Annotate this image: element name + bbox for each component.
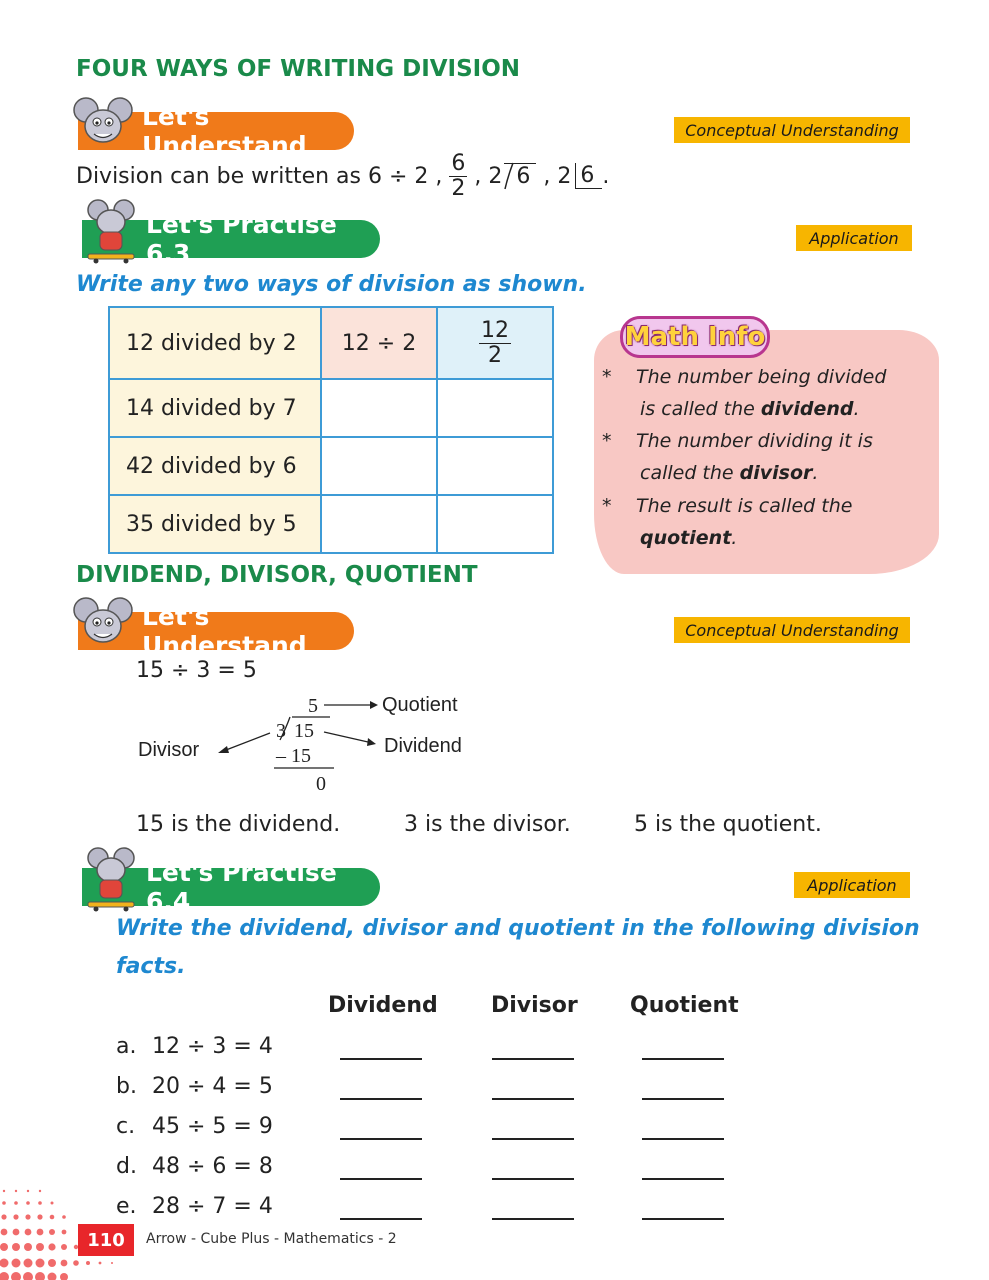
banner-label: Let's Understand: [142, 602, 307, 660]
answer-blank-dividend[interactable]: [340, 1218, 422, 1220]
fraction-denominator: 2: [451, 175, 466, 201]
practise-6-3-instruction: Write any two ways of division as shown.: [76, 272, 587, 297]
short-division-divisor: 2: [557, 163, 572, 189]
column-header-dividend: Dividend: [328, 993, 438, 1018]
math-info-line: The result is called the: [636, 495, 853, 517]
mouse-mascot-icon: [72, 594, 134, 650]
table-cell-label: 42 divided by 6: [109, 437, 321, 495]
math-info-line: called the divisor.: [640, 462, 819, 484]
fact-equation: 48 ÷ 6 = 8: [152, 1154, 273, 1179]
mouse-skateboard-icon: [80, 198, 142, 264]
divisor-digit: 3: [276, 720, 286, 742]
fraction-six-over-two: [449, 152, 467, 199]
mouse-skateboard-icon: [80, 846, 142, 912]
column-header-quotient: Quotient: [630, 993, 739, 1018]
fact-letter: a.: [116, 1034, 137, 1059]
answer-blank-dividend[interactable]: [340, 1058, 422, 1060]
column-header-divisor: Divisor: [491, 993, 578, 1018]
practise-6-4-instruction-line1: Write the dividend, divisor and quotient in the following division: [116, 916, 920, 941]
dividend-digit: 15: [294, 720, 314, 742]
fact-divisor: 3 is the divisor.: [404, 812, 571, 837]
long-division-bracket: [504, 163, 536, 189]
remainder-digit: 0: [316, 773, 326, 795]
fraction-denominator: 2: [488, 342, 502, 368]
answer-blank-quotient[interactable]: [642, 1178, 724, 1180]
math-info-bullet: *: [602, 495, 612, 517]
math-info-term: dividend: [760, 398, 854, 420]
four-ways-intro: Division can be written as 6 ÷ 2 ,: [76, 163, 443, 189]
application-tag: Application: [796, 225, 912, 251]
separator: ,: [474, 163, 482, 189]
math-info-line: The number being divided: [636, 366, 887, 388]
math-info-line: is called the dividend.: [640, 398, 860, 420]
divisor-label: Divisor: [138, 739, 200, 761]
mouse-mascot-icon: [72, 94, 134, 150]
fact-equation: 20 ÷ 4 = 5: [152, 1074, 273, 1099]
math-info-bullet: *: [602, 366, 612, 388]
banner-label: Let's Practise 6.4: [146, 858, 337, 916]
conceptual-understanding-tag: Conceptual Understanding: [674, 117, 910, 143]
table-cell-answer[interactable]: [321, 495, 437, 553]
fact-equation: 45 ÷ 5 = 9: [152, 1114, 273, 1139]
table-cell-answer[interactable]: [437, 437, 553, 495]
section-title-dividend: DIVIDEND, DIVISOR, QUOTIENT: [76, 562, 478, 588]
table-row: [109, 495, 553, 553]
short-division-box: [575, 163, 602, 189]
fact-letter: d.: [116, 1154, 137, 1179]
table-row: [109, 379, 553, 437]
math-info-title: Math Info: [620, 316, 770, 358]
division-bracket-icon: [504, 162, 514, 190]
math-info-bullet: *: [602, 430, 612, 452]
banner-label: Let's Understand: [142, 102, 307, 160]
answer-blank-quotient[interactable]: [642, 1138, 724, 1140]
table-cell-label: 12 divided by 2: [109, 307, 321, 379]
table-row: [109, 437, 553, 495]
dividend-label: Dividend: [384, 735, 462, 757]
table-cell-label: 14 divided by 7: [109, 379, 321, 437]
answer-blank-divisor[interactable]: [492, 1178, 574, 1180]
table-cell-answer[interactable]: [321, 437, 437, 495]
answer-blank-dividend[interactable]: [340, 1138, 422, 1140]
answer-blank-divisor[interactable]: [492, 1218, 574, 1220]
short-division-dividend: 6: [580, 163, 595, 188]
math-info-term: quotient: [640, 527, 732, 549]
table-cell-way1: 12 ÷ 2: [321, 307, 437, 379]
fact-equation: 12 ÷ 3 = 4: [152, 1034, 273, 1059]
fact-letter: b.: [116, 1074, 137, 1099]
answer-blank-quotient[interactable]: [642, 1058, 724, 1060]
math-info-term: divisor: [739, 462, 813, 484]
table-cell-answer[interactable]: [321, 379, 437, 437]
answer-blank-divisor[interactable]: [492, 1098, 574, 1100]
division-equation: 15 ÷ 3 = 5: [136, 658, 257, 683]
math-info-line: The number dividing it is: [636, 430, 873, 452]
application-tag: Application: [794, 872, 910, 898]
practise-6-4-instruction-line2: facts.: [116, 954, 186, 979]
table-cell-label: 35 divided by 5: [109, 495, 321, 553]
table-cell-answer[interactable]: [437, 379, 553, 437]
banner-label: Let's Practise 6.3: [146, 210, 337, 268]
subtraction-line: – 15: [276, 745, 311, 767]
separator: ,: [543, 163, 551, 189]
four-ways-line: [76, 150, 609, 202]
fact-dividend: 15 is the dividend.: [136, 812, 341, 837]
fact-equation: 28 ÷ 7 = 4: [152, 1194, 273, 1219]
long-division-diagram: [130, 686, 500, 798]
section-title-four-ways: FOUR WAYS OF WRITING DIVISION: [76, 56, 521, 82]
table-cell-fraction: [437, 307, 553, 379]
fact-letter: e.: [116, 1194, 137, 1219]
long-division-dividend: 6: [516, 164, 531, 189]
long-division-divisor: 2: [488, 163, 503, 189]
math-info-line: quotient.: [640, 527, 738, 549]
book-title: Arrow - Cube Plus - Mathematics - 2: [146, 1231, 397, 1247]
answer-blank-divisor[interactable]: [492, 1138, 574, 1140]
answer-blank-quotient[interactable]: [642, 1098, 724, 1100]
conceptual-understanding-tag: Conceptual Understanding: [674, 617, 910, 643]
page-number: 110: [78, 1224, 134, 1256]
fraction: [479, 319, 511, 366]
answer-blank-divisor[interactable]: [492, 1058, 574, 1060]
end-period: .: [602, 163, 610, 189]
fraction-numerator: 6: [451, 151, 466, 177]
quotient-digit: 5: [308, 695, 318, 717]
fact-quotient: 5 is the quotient.: [634, 812, 822, 837]
division-ways-table: [108, 306, 554, 554]
table-row: [109, 307, 553, 379]
answer-blank-dividend[interactable]: [340, 1098, 422, 1100]
table-cell-answer[interactable]: [437, 495, 553, 553]
fraction-numerator: 12: [481, 318, 509, 344]
answer-blank-quotient[interactable]: [642, 1218, 724, 1220]
answer-blank-dividend[interactable]: [340, 1178, 422, 1180]
quotient-label: Quotient: [382, 694, 458, 716]
fact-letter: c.: [116, 1114, 136, 1139]
